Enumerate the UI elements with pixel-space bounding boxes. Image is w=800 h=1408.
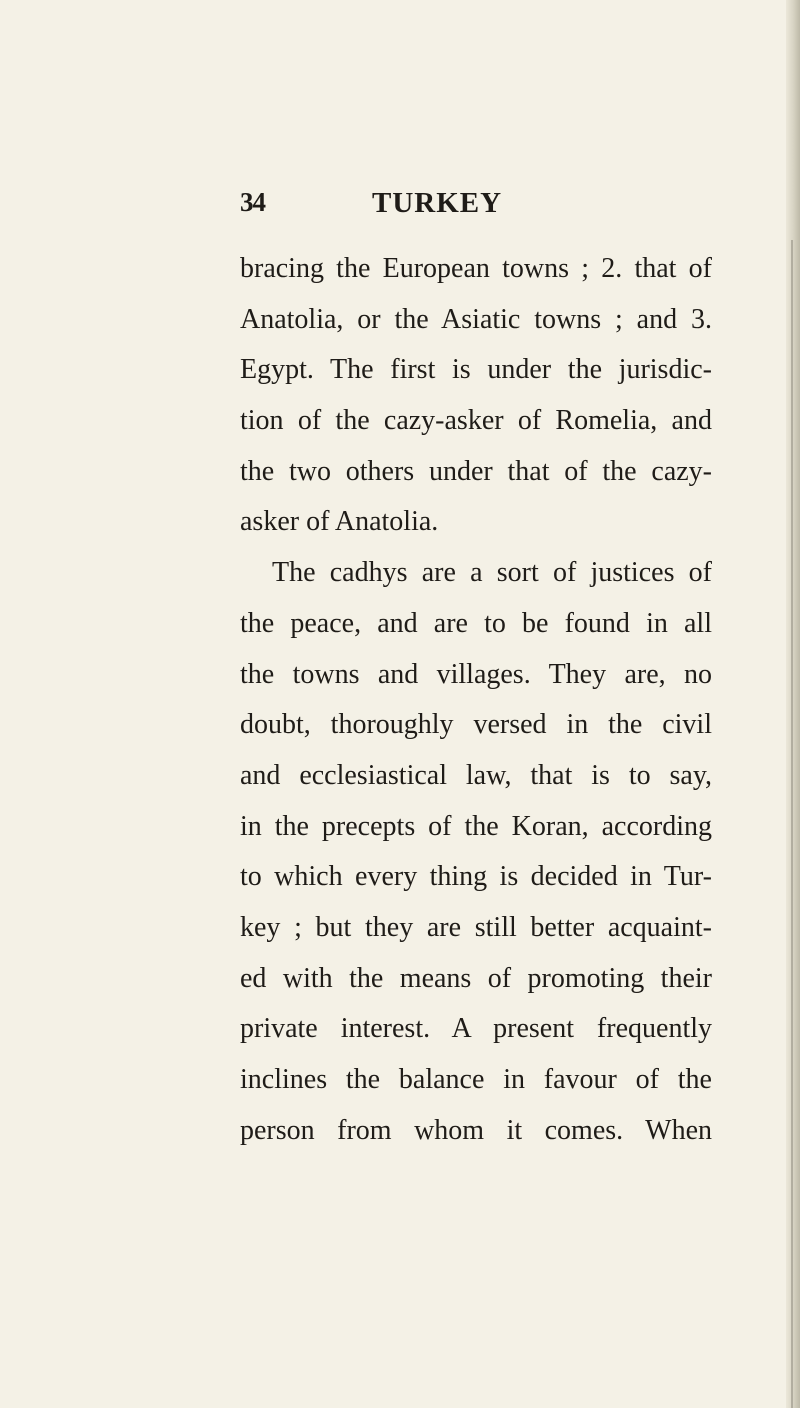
- text-line: private interest. A present frequently: [240, 1013, 712, 1045]
- body-text: [240, 244, 712, 1156]
- page-number: 34: [240, 187, 265, 217]
- text-line: Anatolia, or the Asiatic towns ; and 3.: [240, 303, 712, 335]
- text-line: person from whom it comes. When: [240, 1114, 712, 1146]
- page-edge-shadow: [791, 240, 793, 1408]
- text-line: in the precepts of the Koran, according: [240, 810, 712, 842]
- text-line: the two others under that of the cazy-: [240, 455, 712, 487]
- text-line: inclines the balance in favour of the: [240, 1064, 712, 1095]
- text-line: and ecclesiastical law, that is to say,: [240, 759, 712, 791]
- text-line: Egypt. The first is under the jurisdic-: [240, 354, 712, 386]
- text-line: the peace, and are to be found in all: [240, 607, 712, 639]
- text-line: tion of the cazy-asker of Romelia, and: [240, 405, 712, 437]
- text-line: doubt, thoroughly versed in the civil: [240, 709, 712, 741]
- text-line: the towns and villages. They are, no: [240, 658, 712, 690]
- text-line: to which every thing is decided in Tur-: [240, 861, 712, 893]
- text-line: bracing the European towns ; 2. that of: [240, 253, 712, 284]
- page-edge: [786, 0, 800, 1408]
- running-title: TURKEY: [372, 187, 503, 219]
- text-line: ed with the means of promoting their: [240, 962, 712, 994]
- text-line: key ; but they are still better acquaint-: [240, 911, 712, 943]
- paragraph-end-line: asker of Anatolia.: [240, 506, 439, 538]
- page-header: [240, 187, 720, 227]
- paragraph-start-line: The cadhys are a sort of justices of: [272, 557, 712, 589]
